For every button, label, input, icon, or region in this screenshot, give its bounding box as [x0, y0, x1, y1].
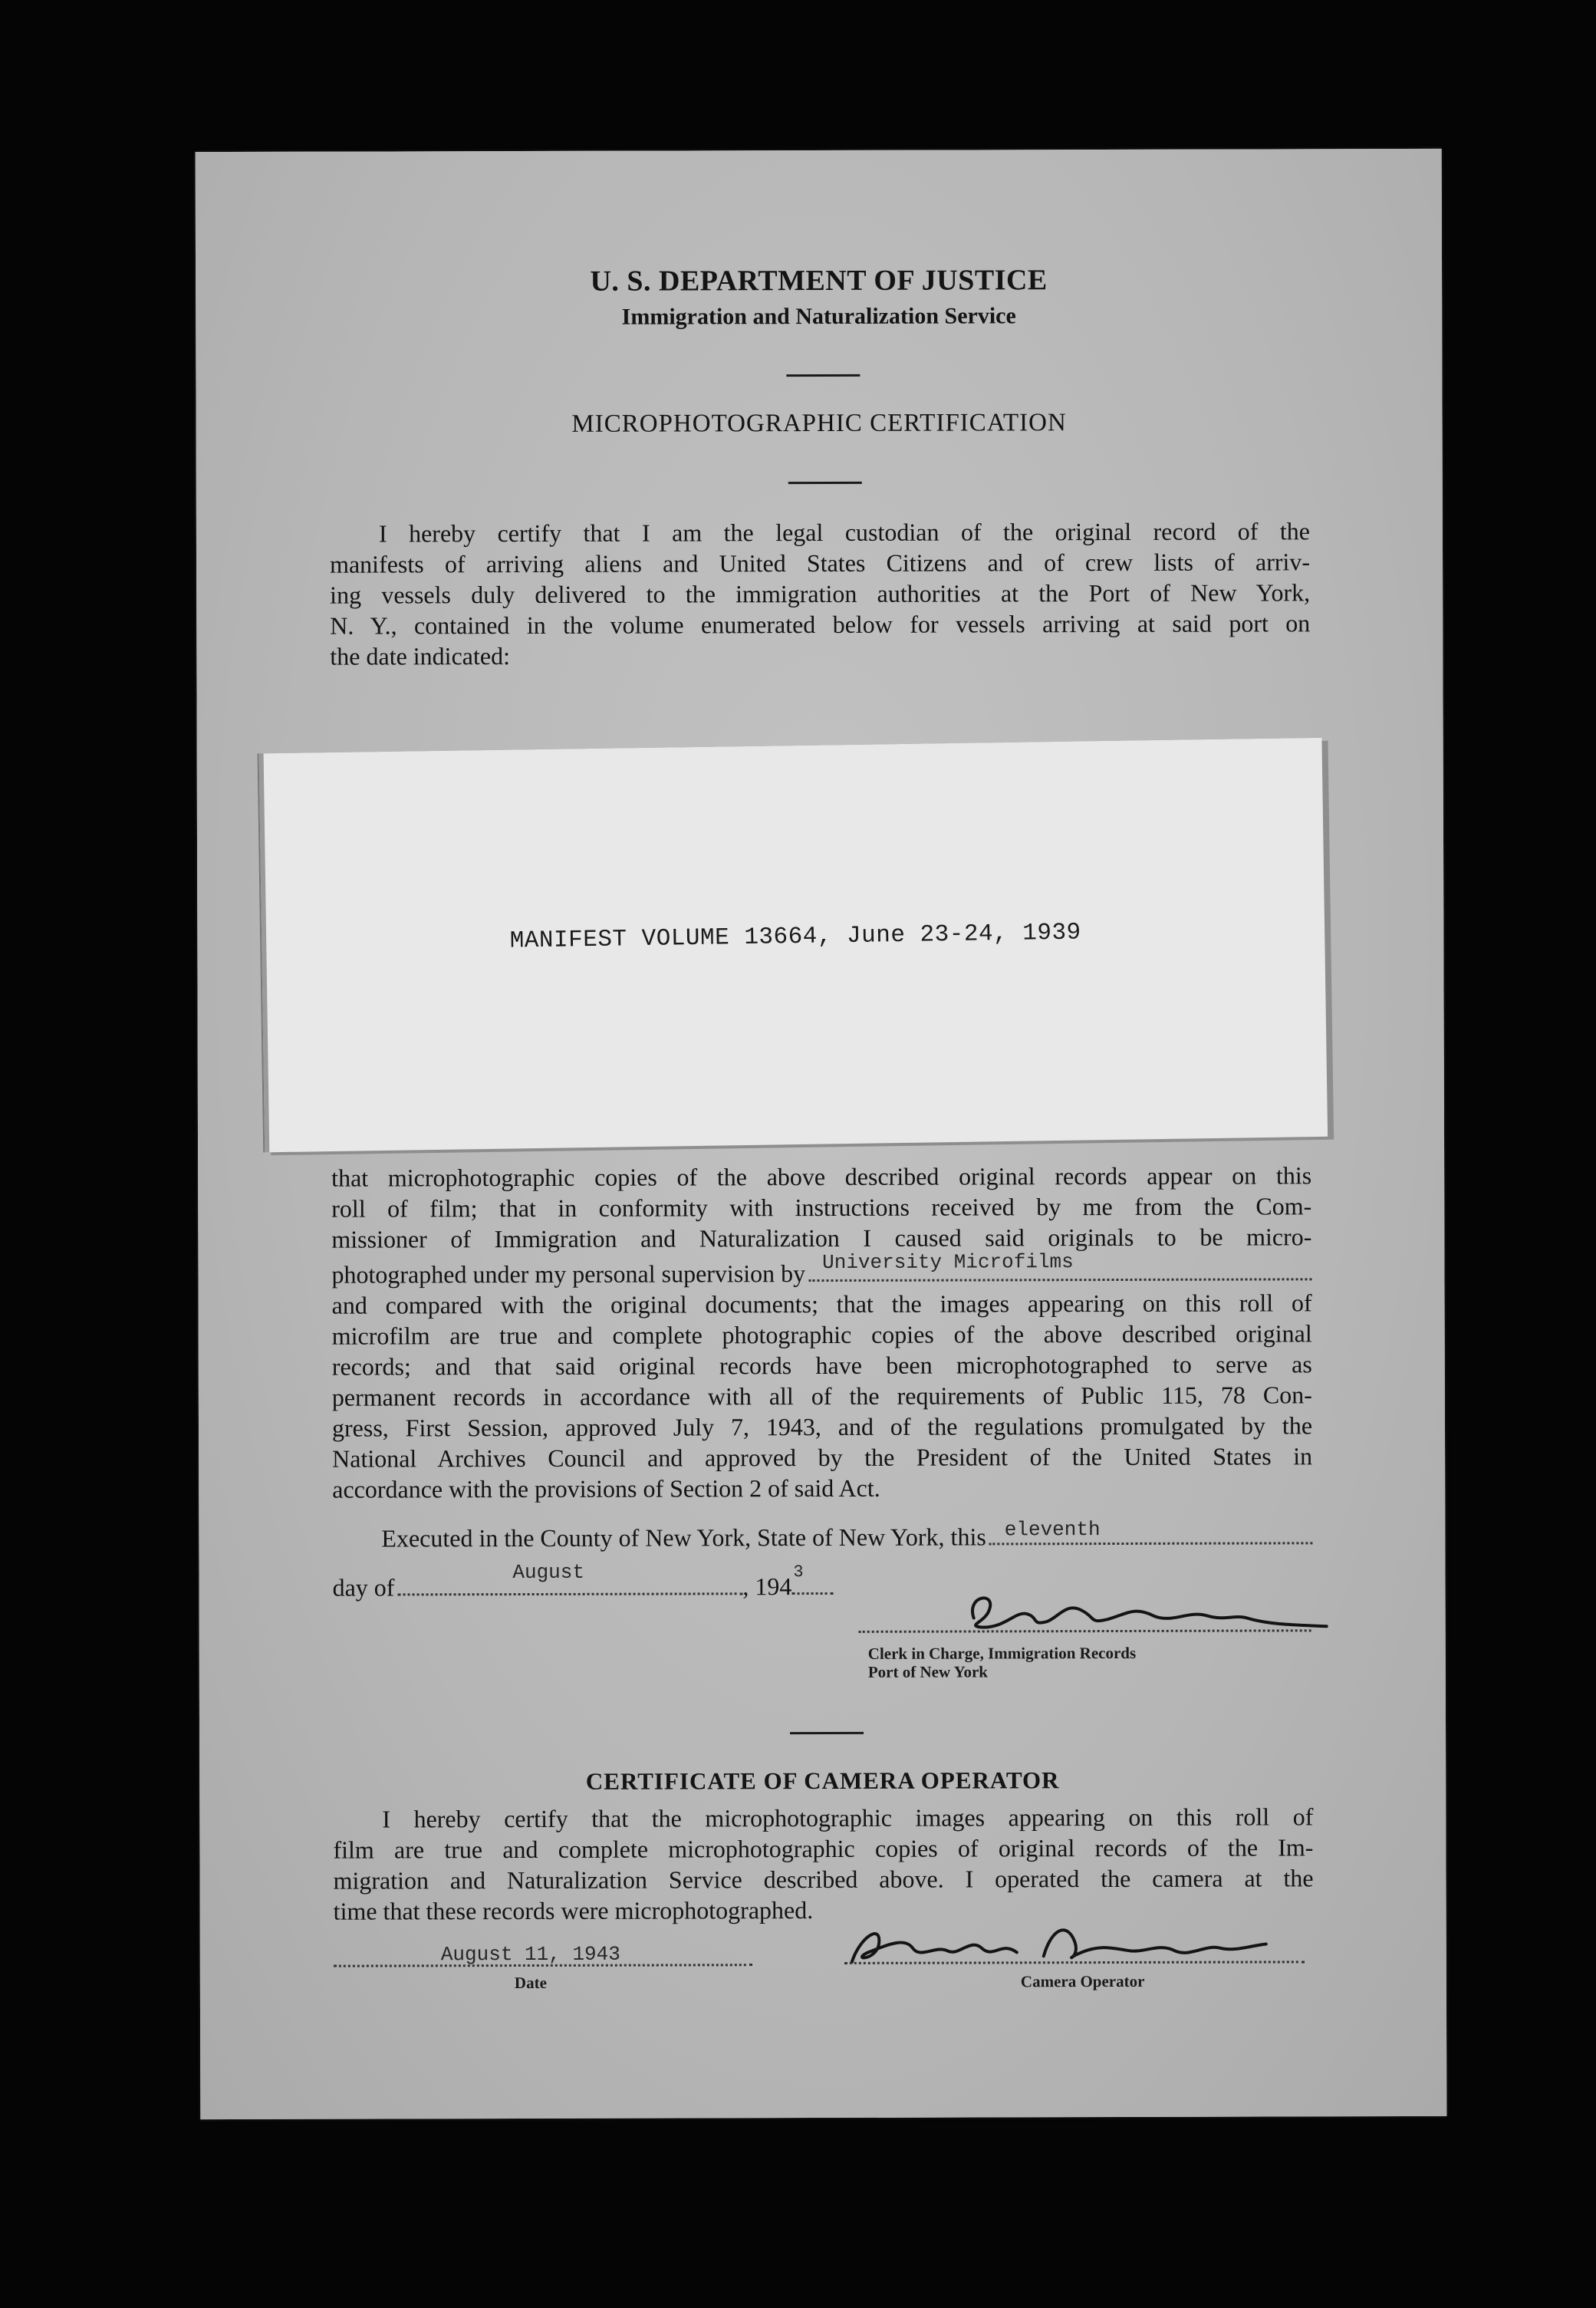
certificate-page [196, 149, 1447, 2119]
year-fill [791, 1562, 833, 1595]
body-line: missioner of Immigration and Naturalization I caused said originals to be micro- [331, 1223, 1312, 1253]
day-of-label: day of [332, 1573, 395, 1602]
service-subtitle: Immigration and Naturalization Service [621, 303, 1016, 330]
camera-line: migration and Naturalization Service described above. I operated the camera at the [333, 1864, 1314, 1895]
camera-line: film are true and complete microphotographic copies of original records of the Im- [333, 1833, 1314, 1864]
body-line: accordance with the provisions of Section 2 of said Act. [332, 1473, 880, 1503]
body-line: that microphotographic copies of the above described original records appear on this [331, 1161, 1312, 1192]
clerk-signature [943, 1586, 1373, 1641]
intro-line: N. Y., contained in the volume enumerated below for vessels arriving at said port on [330, 609, 1311, 640]
intro-line: ing vessels duly delivered to the immigration authorities at the Port of New York, [330, 578, 1311, 609]
divider-2 [788, 482, 862, 484]
department-title: U. S. DEPARTMENT OF JUSTICE [590, 264, 1048, 298]
manifest-volume-card [259, 738, 1328, 1153]
executed-day: eleventh [1004, 1518, 1101, 1542]
body-paragraph [331, 1160, 1312, 1504]
year-prefix: , 194 [742, 1572, 792, 1601]
supervision-prefix: photographed under my personal supervision by [331, 1259, 806, 1289]
body-line: and compared with the original documents; that the images appearing on this roll of [331, 1289, 1312, 1319]
intro-paragraph [330, 515, 1311, 671]
manifest-volume-text: MANIFEST VOLUME 13664, June 23-24, 1939 [509, 919, 1081, 955]
divider-3 [790, 1732, 864, 1734]
supervision-line [331, 1250, 1311, 1289]
executed-line [381, 1518, 1312, 1552]
executed-prefix: Executed in the County of New York, State of New York, this [381, 1523, 986, 1552]
date-label: Date [514, 1973, 547, 1993]
body-line: roll of film; that in conformity with instructions received by me from the Com- [331, 1192, 1312, 1223]
supervision-fill [808, 1250, 1311, 1282]
month-fill [397, 1560, 742, 1595]
body-line: records; and that said original records have been microphotographed to serve as [331, 1350, 1312, 1381]
body-line: microfilm are true and complete photographic copies of the above described original [331, 1319, 1312, 1350]
intro-line: I hereby certify that I am the legal custodian of the original record of the [378, 517, 1310, 548]
camera-line: time that these records were microphotographed. [333, 1896, 814, 1925]
divider-1 [786, 374, 860, 377]
body-line: National Archives Council and approved by the President of the United States in [332, 1442, 1313, 1473]
clerk-signature-block [859, 1586, 1319, 1681]
microfilm-company: University Microfilms [822, 1250, 1074, 1274]
body-line: permanent records in accordance with all of the requirements of Public 115, 78 Con- [331, 1381, 1312, 1411]
date-value: August 11, 1943 [440, 1942, 620, 1967]
clerk-title-1: Clerk in Charge, Immigration Records [867, 1643, 1137, 1663]
camera-heading: CERTIFICATE OF CAMERA OPERATOR [585, 1766, 1060, 1795]
executed-month: August [512, 1560, 585, 1585]
year-digit: 3 [793, 1562, 804, 1582]
camera-paragraph [333, 1801, 1313, 1926]
intro-line: manifests of arriving aliens and United States Citizens and of crew lists of arriv- [330, 548, 1311, 578]
executed-day-fill [989, 1518, 1313, 1545]
body-line: gress, First Session, approved July 7, 1943, and of the regulations promulgated by the [331, 1411, 1313, 1442]
certification-heading: MICROPHOTOGRAPHIC CERTIFICATION [571, 409, 1067, 438]
day-of-line [332, 1560, 854, 1602]
operator-label: Camera Operator [1020, 1971, 1145, 1991]
clerk-title-2: Port of New York [867, 1662, 988, 1681]
intro-line: the date indicated: [330, 642, 510, 670]
camera-line: I hereby certify that the microphotographic images appearing on this roll of [382, 1803, 1314, 1833]
